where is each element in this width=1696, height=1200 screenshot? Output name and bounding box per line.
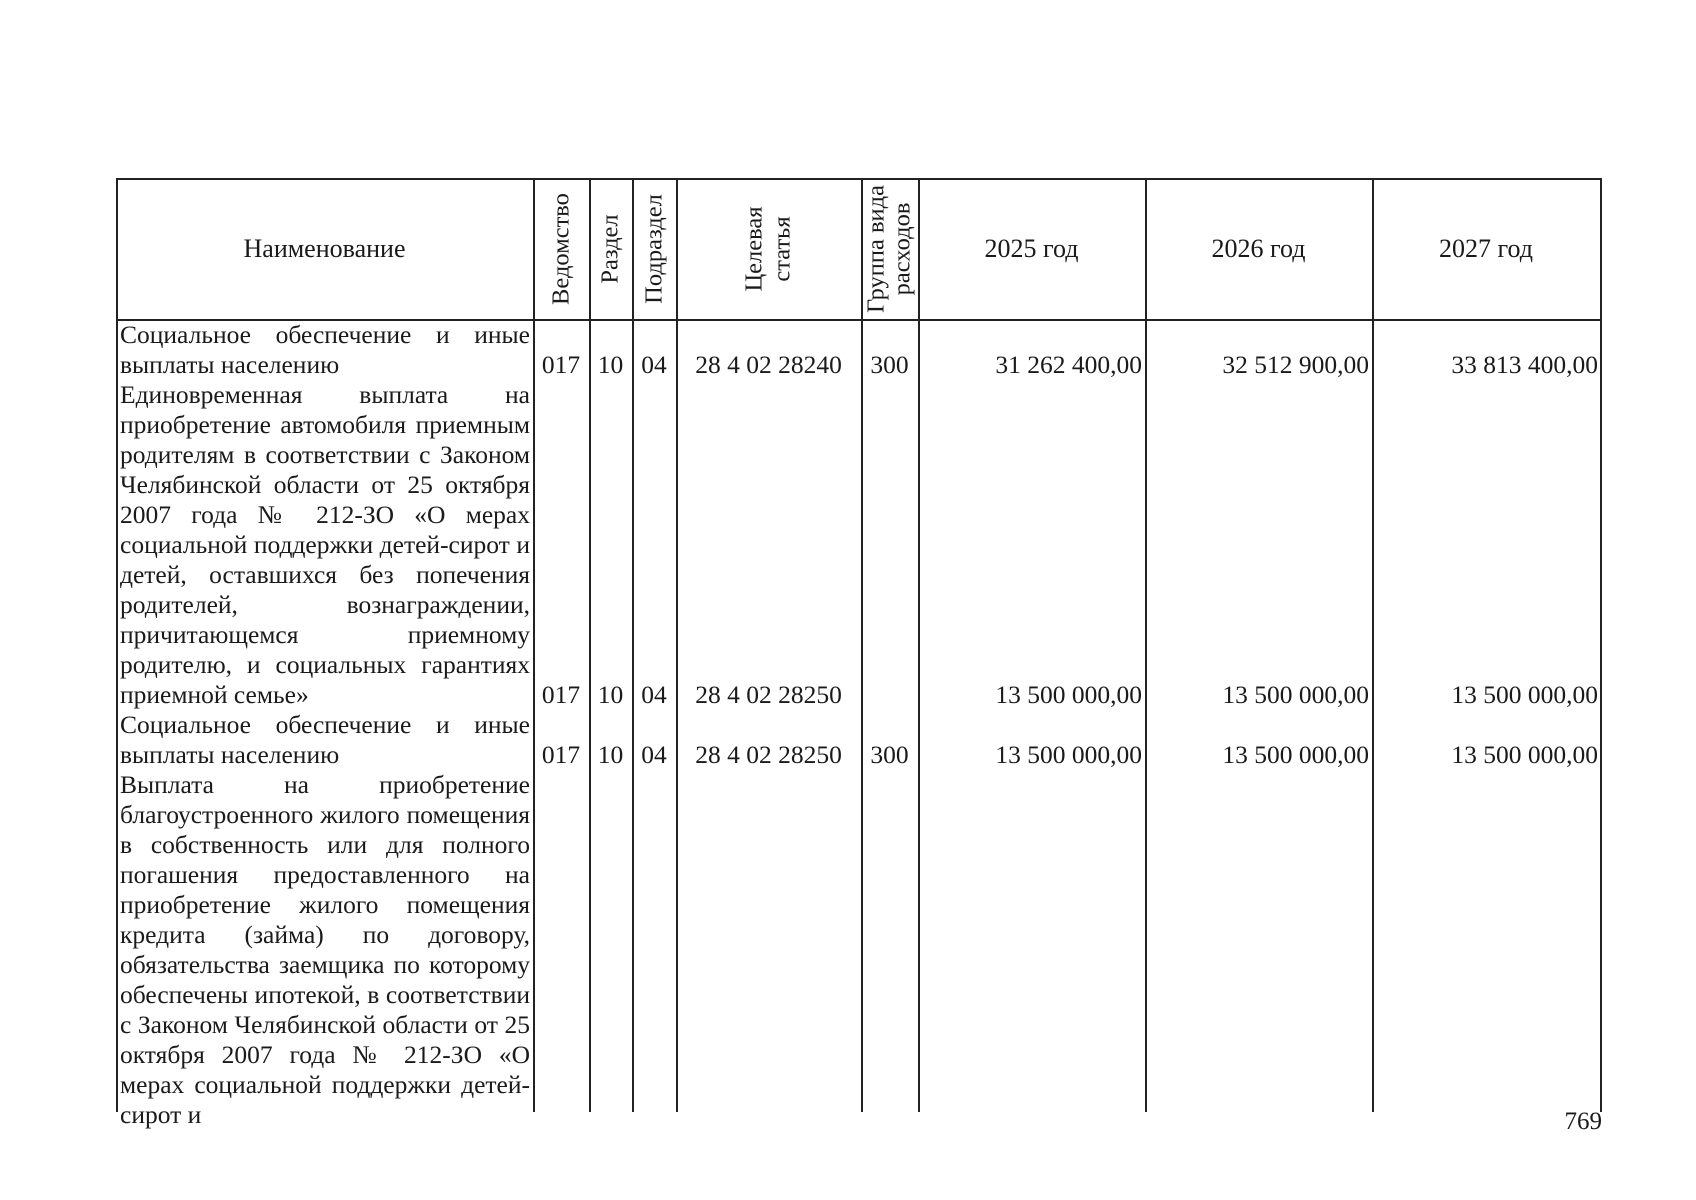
row-1-section: 10 (597, 350, 624, 379)
row-3-name: Социальное обеспечение и иные выплаты населению (120, 710, 530, 769)
row-3-target-item: 28 4 02 28250 (695, 740, 842, 769)
header-expense-group-label: Группа вида расходов (862, 184, 916, 313)
header-section (589, 178, 632, 319)
row-2-department: 017 (541, 680, 581, 709)
row-3-subsection: 04 (641, 740, 667, 769)
row-1-2026: 32 512 900,00 (1222, 350, 1369, 379)
header-department-col (533, 178, 589, 319)
header-target-item-label: Целевая статья (740, 205, 796, 292)
row-2-section: 10 (597, 680, 624, 709)
header-name: Наименование (243, 233, 406, 263)
row-2-name: Единовременная выплата на приобретение автомобиля приемным родителям в соответствии с Законом Челябинской области от 25 октября 2007 года № 212-ЗО «О мерах социальной поддержки детей-сирот и детей, оставшихся без попечения родителей, вознаграждении, причитающемся приемному родителю, и социальных гарантиях приемной семье» (120, 380, 530, 709)
row-3-expense-group: 300 (870, 740, 909, 769)
header-target-item (676, 178, 861, 319)
header-year-2027: 2027 год (1439, 233, 1533, 263)
row-1-subsection: 04 (641, 350, 667, 379)
row-3-2025: 13 500 000,00 (995, 740, 1142, 769)
row-2-2025: 13 500 000,00 (995, 680, 1142, 709)
row-2-2026: 13 500 000,00 (1222, 680, 1369, 709)
row-3-2027: 13 500 000,00 (1451, 740, 1598, 769)
header-subsection (632, 178, 676, 319)
row-4-name: Выплата на приобретение благоустроенного жилого помещения в собственность или для полного погашения предоставленного на приобретение жилого помещения кредита (займа) по договору, обязательства заемщика по которому обеспечены ипотекой, в соответствии с Законом Челябинской области от 25 октября 2007 года № 212-ЗО «О мерах социальной поддержки детей-сирот и (120, 770, 530, 1129)
row-2-target-item: 28 4 02 28250 (695, 680, 842, 709)
row-3-department: 017 (541, 740, 581, 769)
row-3-section: 10 (597, 740, 624, 769)
row-2-subsection: 04 (641, 680, 667, 709)
row-1-target-item: 28 4 02 28240 (695, 350, 842, 379)
header-year-2026: 2026 год (1211, 233, 1306, 263)
row-1-2027: 33 813 400,00 (1451, 350, 1598, 379)
header-department-label: Ведомство (547, 192, 574, 305)
row-1-name: Социальное обеспечение и иные выплаты населению (120, 320, 530, 379)
row-3-2026: 13 500 000,00 (1222, 740, 1369, 769)
row-2-2027: 13 500 000,00 (1451, 680, 1598, 709)
header-section-label: Раздел (596, 213, 624, 284)
header-year-2025: 2025 год (984, 233, 1079, 263)
row-1-department: 017 (541, 350, 581, 379)
row-1-2025: 31 262 400,00 (995, 350, 1142, 379)
header-subsection-label: Подраздел (640, 193, 667, 304)
row-1-expense-group: 300 (870, 350, 909, 379)
header-expense-group (861, 178, 918, 319)
page-number: 769 (1564, 1108, 1602, 1135)
